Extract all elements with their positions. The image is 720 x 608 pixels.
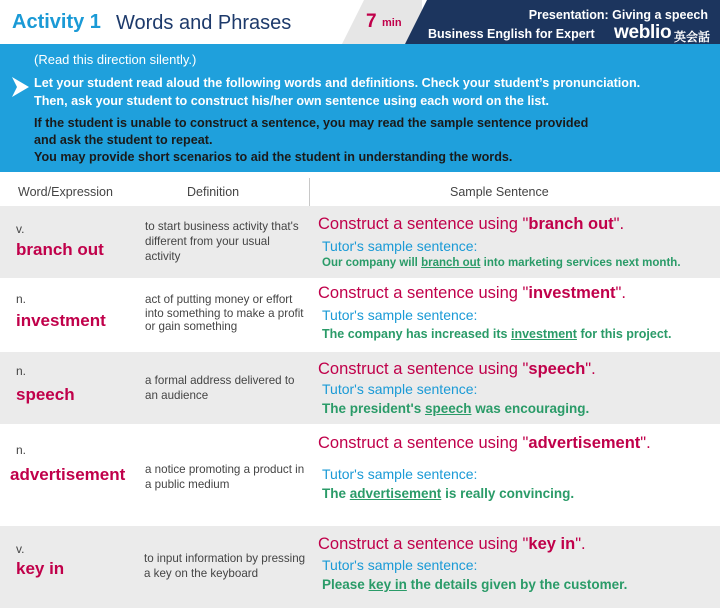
- activity-label: Activity 1: [12, 11, 101, 33]
- time-unit: min: [382, 17, 402, 29]
- vocabulary-word: branch out: [16, 240, 104, 259]
- tutor-label: Tutor's sample sentence:: [322, 557, 478, 573]
- vocabulary-word: key in: [16, 559, 65, 578]
- brand-suffix: 英会話: [674, 30, 711, 44]
- part-of-speech: n.: [16, 292, 27, 306]
- time-value: 7: [366, 11, 377, 32]
- column-header-definition: Definition: [187, 185, 240, 199]
- definition: a formal address delivered to an audience: [145, 374, 295, 402]
- instruction-line: You may provide short scenarios to aid the student in understanding the words.: [34, 150, 513, 164]
- part-of-speech: n.: [16, 364, 27, 378]
- page-title: Words and Phrases: [116, 12, 292, 34]
- definition: to start business activity that's different from your usual activity: [145, 220, 299, 263]
- construct-prompt: Construct a sentence using "advertisement".: [318, 434, 651, 452]
- tutor-label: Tutor's sample sentence:: [322, 238, 478, 254]
- table-row: [0, 424, 720, 526]
- definition: act of putting money or effort into something to make a profit or gain something: [145, 293, 304, 333]
- construct-prompt: Construct a sentence using "branch out".: [318, 215, 625, 233]
- instruction-line: If the student is unable to construct a sentence, you may read the sample sentence provided: [34, 116, 589, 130]
- part-of-speech: n.: [16, 443, 27, 457]
- instruction-panel: [0, 44, 720, 172]
- vocabulary-word: speech: [16, 385, 75, 404]
- table-row: [0, 526, 720, 608]
- presentation-topic: Presentation: Giving a speech: [528, 8, 708, 22]
- construct-prompt: Construct a sentence using "investment".: [318, 284, 626, 302]
- part-of-speech: v.: [16, 222, 25, 236]
- sample-sentence: The advertisement is really convincing.: [322, 486, 575, 501]
- column-header-sample: Sample Sentence: [450, 185, 549, 199]
- instruction-line: and ask the student to repeat.: [34, 133, 213, 147]
- tutor-label: Tutor's sample sentence:: [322, 307, 478, 323]
- instruction-line: Then, ask your student to construct his/her own sentence using each word on the list.: [34, 94, 550, 108]
- definition: to input information by pressing a key on the keyboard: [144, 552, 306, 580]
- definition: a notice promoting a product in a public medium: [145, 463, 305, 491]
- sample-sentence: Our company will branch out into marketing services next month.: [322, 257, 681, 269]
- sample-sentence: The president's speech was encouraging.: [322, 401, 590, 416]
- brand-logo: weblio: [614, 22, 672, 43]
- instruction-line: Let your student read aloud the following words and definitions. Check your student’s pronunciation.: [34, 76, 641, 90]
- tutor-label: Tutor's sample sentence:: [322, 466, 478, 482]
- column-divider: [309, 178, 310, 206]
- table-row: [0, 278, 720, 352]
- construct-prompt: Construct a sentence using "key in".: [318, 535, 586, 553]
- page-header: [0, 0, 720, 44]
- sample-sentence: The company has increased its investment for this project.: [322, 327, 672, 341]
- vocabulary-word: investment: [16, 311, 106, 330]
- construct-prompt: Construct a sentence using "speech".: [318, 360, 596, 378]
- chevron-right-icon: [10, 76, 30, 98]
- part-of-speech: v.: [16, 542, 25, 556]
- column-header-word: Word/Expression: [18, 185, 113, 199]
- read-silently-note: (Read this direction silently.): [34, 52, 197, 67]
- sample-sentence: Please key in the details given by the customer.: [322, 577, 628, 592]
- vocabulary-word: advertisement: [10, 465, 126, 484]
- tutor-label: Tutor's sample sentence:: [322, 381, 478, 397]
- table-row: [0, 206, 720, 278]
- course-name: Business English for Expert: [428, 27, 595, 41]
- table-header: [0, 178, 720, 206]
- table-row: [0, 352, 720, 424]
